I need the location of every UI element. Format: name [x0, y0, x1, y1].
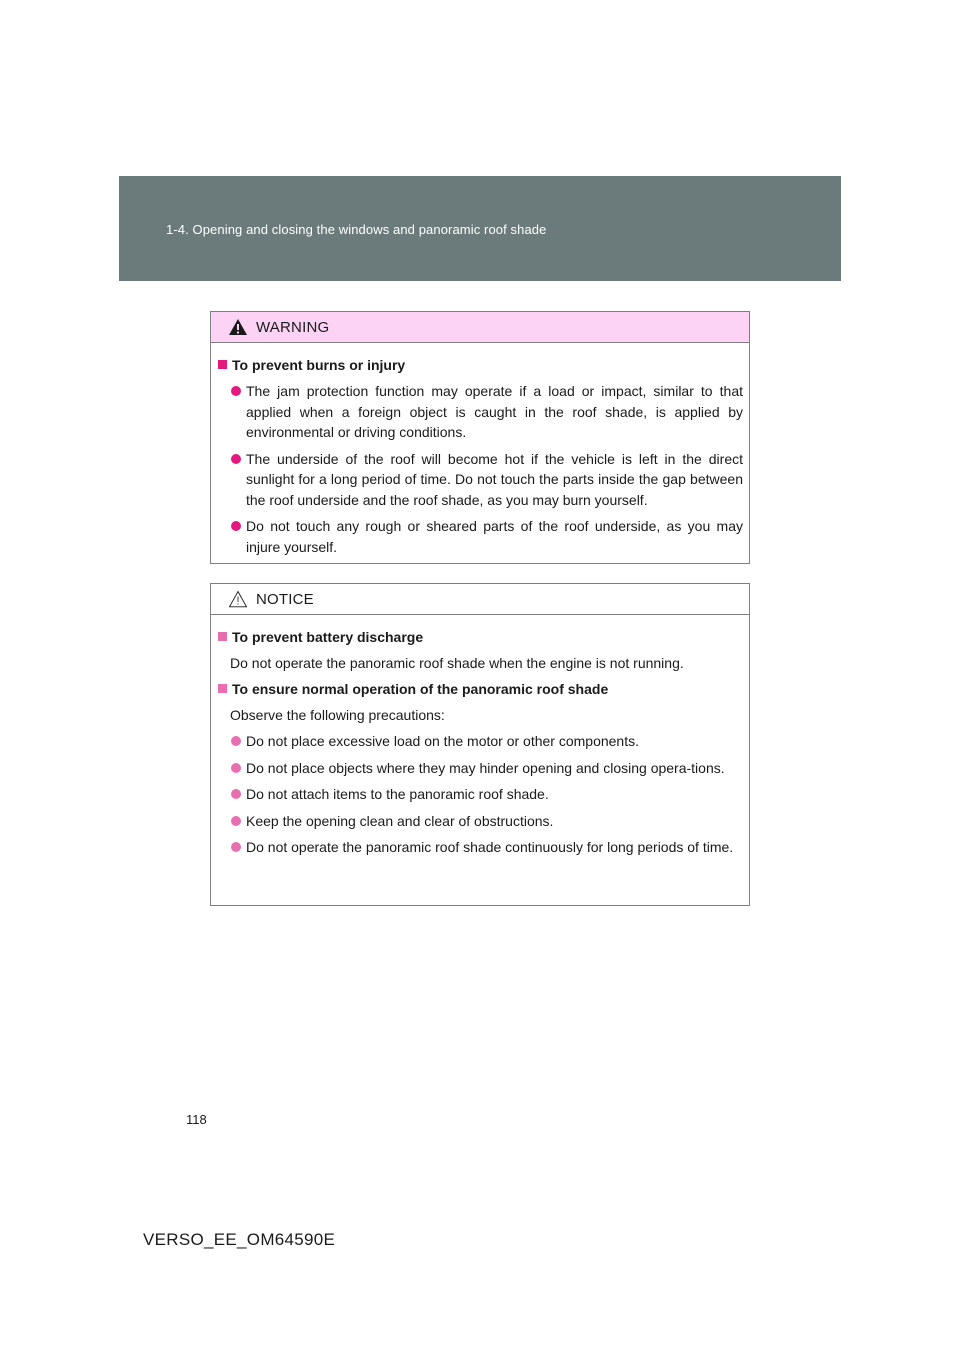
round-bullet-icon	[231, 736, 241, 746]
square-bullet-icon	[218, 632, 227, 641]
list-item: Do not place objects where they may hinder opening and closing opera-tions.	[230, 758, 743, 779]
notice-box	[210, 583, 750, 906]
section-title: 1-4. Opening and closing the windows and panoramic roof shade	[166, 222, 547, 237]
warning-box	[210, 311, 750, 564]
document-code: VERSO_EE_OM64590E	[143, 1230, 336, 1249]
list-item: The underside of the roof will become hot if the vehicle is left in the direct sunlight for a long period of time. Do not touch the parts inside the gap between the roof underside and the roof shade, as you may burn yourself.	[230, 449, 743, 511]
notice-heading-1: To prevent battery discharge	[217, 627, 743, 647]
notice-header	[211, 584, 749, 615]
section-header-band	[119, 176, 841, 281]
warning-triangle-icon	[228, 318, 248, 336]
notice-label: NOTICE	[256, 590, 314, 608]
round-bullet-icon	[231, 386, 241, 396]
warning-label: WARNING	[256, 318, 330, 336]
round-bullet-icon	[231, 521, 241, 531]
list-item: Do not place excessive load on the motor or other components.	[230, 731, 743, 752]
list-item: Keep the opening clean and clear of obstructions.	[230, 811, 743, 832]
round-bullet-icon	[231, 454, 241, 464]
square-bullet-icon	[218, 360, 227, 369]
list-item: The jam protection function may operate if a load or impact, similar to that applied when a foreign object is caught in the roof shade, is applied by environmental or driving conditions.	[230, 381, 743, 443]
round-bullet-icon	[231, 816, 241, 826]
notice-body	[211, 615, 749, 858]
notice-text-2: Observe the following precautions:	[230, 707, 445, 723]
page-number: 118	[186, 1112, 207, 1127]
list-item: Do not touch any rough or sheared parts of the roof underside, as you may injure yourself.	[230, 516, 743, 557]
notice-triangle-icon	[228, 590, 248, 608]
list-item: Do not operate the panoramic roof shade continuously for long periods of time.	[230, 837, 743, 858]
notice-text-1: Do not operate the panoramic roof shade when the engine is not running.	[230, 655, 684, 671]
round-bullet-icon	[231, 842, 241, 852]
round-bullet-icon	[231, 763, 241, 773]
round-bullet-icon	[231, 789, 241, 799]
square-bullet-icon	[218, 684, 227, 693]
warning-header	[211, 312, 749, 343]
warning-heading	[217, 355, 743, 375]
warning-body	[211, 343, 749, 557]
list-item: Do not attach items to the panoramic roof shade.	[230, 784, 743, 805]
warning-heading-text: To prevent burns or injury	[232, 357, 406, 373]
notice-heading-2: To ensure normal operation of the panoramic roof shade	[217, 679, 743, 699]
